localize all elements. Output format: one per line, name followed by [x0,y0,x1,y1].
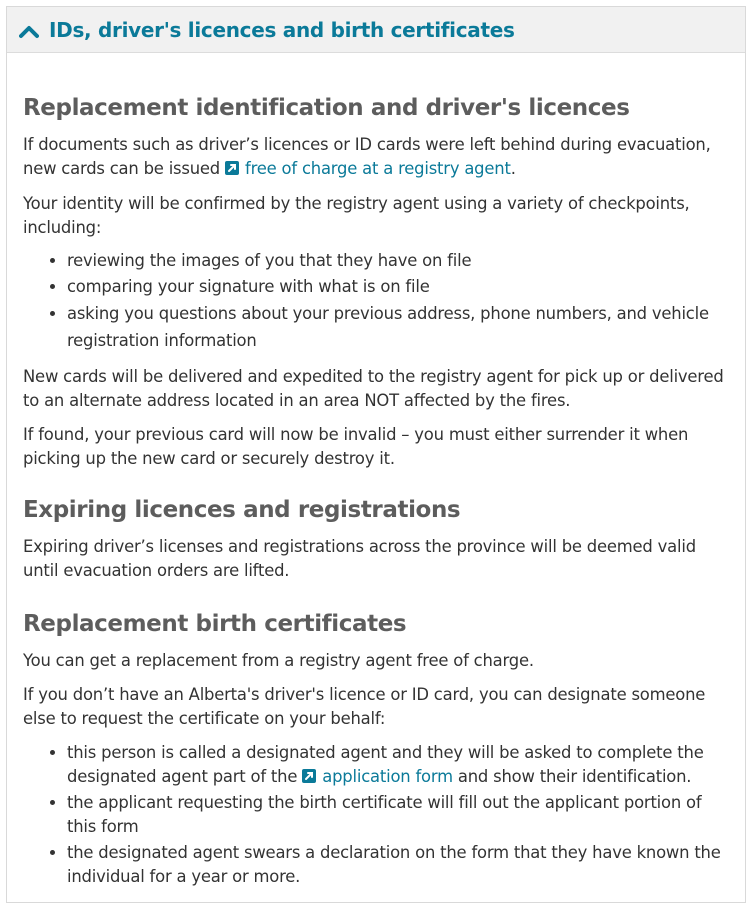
list-item [67,741,729,789]
replacement-id-paragraph-1 [23,133,729,181]
application-form-link[interactable] [302,767,453,786]
section-heading-replacement-id: Replacement identification and driver's licences [23,95,630,121]
replacement-id-paragraph-4: If found, your previous card will now be invalid – you must either surrender it when picking up the new card or securely destroy it. [23,425,689,468]
link-text[interactable]: application form [322,767,453,786]
replacement-id-paragraph-3: New cards will be delivered and expedited to the registry agent for pick up or delivered to an alternate address located in an area NOT affected by the fires. [23,367,724,410]
accordion-title[interactable]: IDs, driver's licences and birth certificates [49,17,515,42]
accordion-content [7,93,745,889]
list-item: • asking you questions about your previous address, phone numbers, and vehicle registration information [67,300,729,354]
text: . [510,159,516,178]
external-link-icon [225,161,239,175]
designated-agent-list [23,741,729,889]
list-item: • the designated agent swears a declaration on the form that they have known the individual for a year or more. [67,841,729,889]
link-text[interactable]: free of charge at a registry agent [245,159,511,178]
section-heading-expiring: Expiring licences and registrations [23,497,461,523]
registry-agent-link[interactable] [225,159,511,178]
identity-checkpoints-list [23,248,729,354]
text: this person is called a designated agent and they will be asked to complete the designated agent part of the [67,743,704,786]
list-item: • reviewing the images of you that they have on file [67,248,729,274]
text: If documents such as driver’s licences or ID cards were left behind during evacuation, new cards can be issued [23,135,711,178]
text: and show their identification. [452,767,692,786]
external-link-icon [302,769,316,783]
chevron-up-icon[interactable] [19,23,39,39]
birth-paragraph-2: If you don’t have an Alberta's driver's licence or ID card, you can designate someone else to request the certificate on your behalf: [23,685,706,728]
birth-paragraph-1: You can get a replacement from a registry agent free of charge. [23,651,534,670]
section-heading-birth-certificates: Replacement birth certificates [23,611,407,637]
list-item: • the applicant requesting the birth certificate will fill out the applicant portion of this form [67,791,729,839]
accordion-header[interactable] [7,7,745,53]
replacement-id-paragraph-2: Your identity will be confirmed by the registry agent using a variety of checkpoints, including: [23,194,690,237]
expiring-paragraph-1: Expiring driver’s licenses and registrations across the province will be deemed valid until evacuation orders are lifted. [23,537,696,580]
list-item: • comparing your signature with what is on file [67,274,729,300]
accordion-panel [6,6,746,903]
